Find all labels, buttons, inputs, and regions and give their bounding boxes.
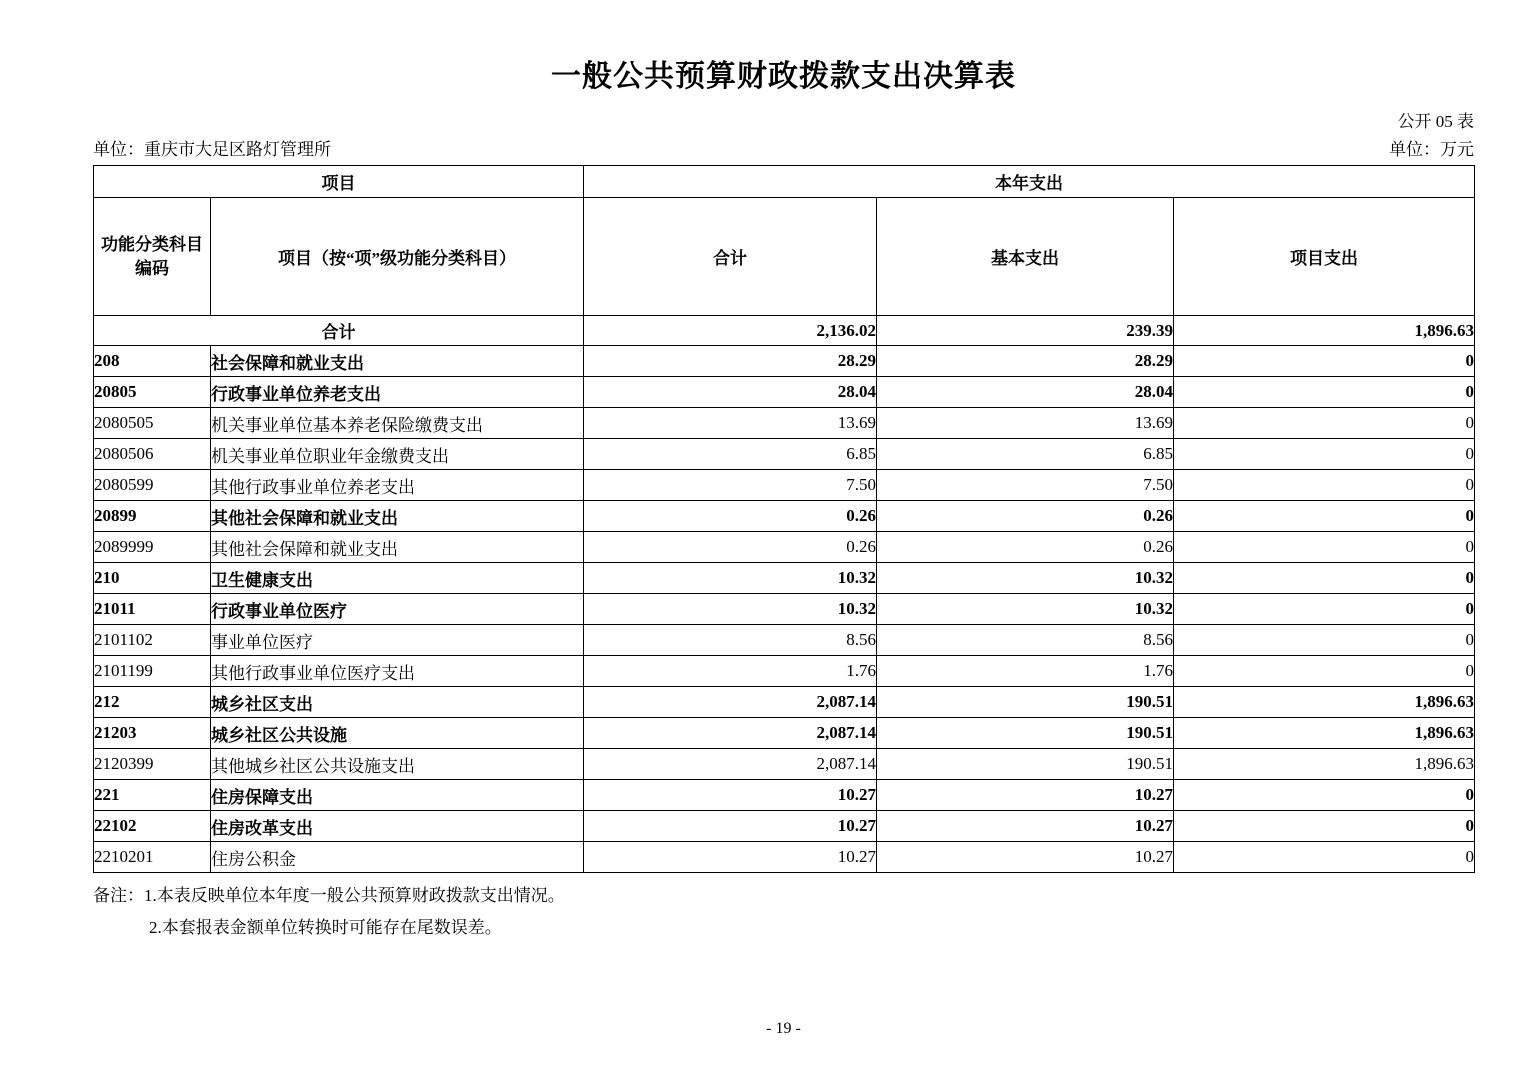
row-name-cell: 其他社会保障和就业支出 <box>211 501 584 532</box>
row-name-cell: 卫生健康支出 <box>211 563 584 594</box>
table-row <box>94 532 1475 563</box>
header-row-columns <box>94 198 1475 316</box>
row-code-cell: 21011 <box>94 594 211 625</box>
page-title: 一般公共预算财政拨款支出决算表 <box>551 60 1016 93</box>
row-total-cell: 13.69 <box>584 408 877 439</box>
row-basic-cell: 28.29 <box>877 346 1174 377</box>
table-row <box>94 749 1475 780</box>
table-row <box>94 594 1475 625</box>
table-row <box>94 439 1475 470</box>
table-row <box>94 842 1475 873</box>
row-basic-cell: 13.69 <box>877 408 1174 439</box>
header-total-column: 合计 <box>584 198 877 316</box>
table-code-label: 公开 05 表 <box>1397 112 1474 131</box>
row-name-cell: 行政事业单位医疗 <box>211 594 584 625</box>
row-basic-cell: 8.56 <box>877 625 1174 656</box>
row-total-cell: 28.29 <box>584 346 877 377</box>
total-row <box>94 316 1475 346</box>
header-project-group: 项目 <box>94 166 584 198</box>
table-row <box>94 780 1475 811</box>
header-year-expense-group: 本年支出 <box>584 166 1475 198</box>
row-code-cell: 20899 <box>94 501 211 532</box>
row-name-cell: 城乡社区支出 <box>211 687 584 718</box>
row-code-cell: 210 <box>94 563 211 594</box>
row-basic-cell: 28.04 <box>877 377 1174 408</box>
row-code-cell: 221 <box>94 780 211 811</box>
row-code-cell: 2080599 <box>94 470 211 501</box>
row-project-cell: 0 <box>1174 377 1475 408</box>
row-project-cell: 1,896.63 <box>1174 718 1475 749</box>
row-project-cell: 1,896.63 <box>1174 687 1475 718</box>
row-code-cell: 2120399 <box>94 749 211 780</box>
row-basic-cell: 1.76 <box>877 656 1174 687</box>
row-code-cell: 212 <box>94 687 211 718</box>
unit-name-label: 单位：重庆市大足区路灯管理所 <box>93 140 331 159</box>
row-code-cell: 21203 <box>94 718 211 749</box>
row-project-cell: 0 <box>1174 532 1475 563</box>
row-code-cell: 208 <box>94 346 211 377</box>
row-code-cell: 20805 <box>94 377 211 408</box>
row-basic-cell: 0.26 <box>877 532 1174 563</box>
row-name-cell: 城乡社区公共设施 <box>211 718 584 749</box>
row-basic-cell: 10.27 <box>877 780 1174 811</box>
row-total-cell: 7.50 <box>584 470 877 501</box>
row-code-cell: 2101102 <box>94 625 211 656</box>
total-row-label: 合计 <box>94 316 584 346</box>
row-total-cell: 2,087.14 <box>584 687 877 718</box>
table-row <box>94 377 1475 408</box>
row-project-cell: 0 <box>1174 656 1475 687</box>
row-project-cell: 0 <box>1174 842 1475 873</box>
total-row-total: 2,136.02 <box>584 316 877 346</box>
note-line-1: 备注：1.本表反映单位本年度一般公共预算财政拨款支出情况。 <box>93 886 565 905</box>
row-code-cell: 22102 <box>94 811 211 842</box>
row-basic-cell: 6.85 <box>877 439 1174 470</box>
header-code-column: 功能分类科目 编码 <box>94 198 211 316</box>
header-project-column: 项目支出 <box>1174 198 1475 316</box>
table-row <box>94 470 1475 501</box>
row-name-cell: 其他城乡社区公共设施支出 <box>211 749 584 780</box>
row-total-cell: 10.27 <box>584 842 877 873</box>
row-code-cell: 2080505 <box>94 408 211 439</box>
row-project-cell: 0 <box>1174 470 1475 501</box>
row-basic-cell: 7.50 <box>877 470 1174 501</box>
row-total-cell: 10.32 <box>584 594 877 625</box>
row-name-cell: 住房改革支出 <box>211 811 584 842</box>
row-project-cell: 0 <box>1174 439 1475 470</box>
row-basic-cell: 190.51 <box>877 749 1174 780</box>
notes-block <box>93 880 1474 944</box>
row-total-cell: 0.26 <box>584 532 877 563</box>
row-total-cell: 8.56 <box>584 625 877 656</box>
row-total-cell: 1.76 <box>584 656 877 687</box>
note-line-2: 2.本套报表金额单位转换时可能存在尾数误差。 <box>149 918 502 937</box>
row-basic-cell: 0.26 <box>877 501 1174 532</box>
row-name-cell: 住房公积金 <box>211 842 584 873</box>
table-body <box>94 316 1475 873</box>
table-row <box>94 625 1475 656</box>
expenditure-table <box>93 165 1475 873</box>
row-total-cell: 2,087.14 <box>584 718 877 749</box>
row-name-cell: 事业单位医疗 <box>211 625 584 656</box>
row-total-cell: 0.26 <box>584 501 877 532</box>
row-name-cell: 其他行政事业单位养老支出 <box>211 470 584 501</box>
row-project-cell: 0 <box>1174 594 1475 625</box>
row-code-cell: 2089999 <box>94 532 211 563</box>
row-code-cell: 2101199 <box>94 656 211 687</box>
row-total-cell: 28.04 <box>584 377 877 408</box>
row-total-cell: 10.32 <box>584 563 877 594</box>
row-project-cell: 0 <box>1174 811 1475 842</box>
row-name-cell: 其他社会保障和就业支出 <box>211 532 584 563</box>
meta-row <box>93 138 1474 162</box>
table-row <box>94 687 1475 718</box>
row-project-cell: 0 <box>1174 408 1475 439</box>
table-row <box>94 501 1475 532</box>
row-name-cell: 社会保障和就业支出 <box>211 346 584 377</box>
row-project-cell: 0 <box>1174 501 1475 532</box>
row-project-cell: 0 <box>1174 346 1475 377</box>
row-name-cell: 机关事业单位基本养老保险缴费支出 <box>211 408 584 439</box>
row-name-cell: 行政事业单位养老支出 <box>211 377 584 408</box>
page-number: - 19 - <box>766 1020 801 1037</box>
row-basic-cell: 190.51 <box>877 718 1174 749</box>
table-row <box>94 656 1475 687</box>
row-basic-cell: 10.32 <box>877 594 1174 625</box>
header-row-groups <box>94 166 1475 198</box>
row-basic-cell: 10.27 <box>877 811 1174 842</box>
row-code-cell: 2210201 <box>94 842 211 873</box>
table-row <box>94 408 1475 439</box>
table-row <box>94 563 1475 594</box>
row-total-cell: 6.85 <box>584 439 877 470</box>
row-total-cell: 10.27 <box>584 780 877 811</box>
table-row <box>94 811 1475 842</box>
total-row-project: 1,896.63 <box>1174 316 1475 346</box>
row-basic-cell: 10.32 <box>877 563 1174 594</box>
row-project-cell: 0 <box>1174 625 1475 656</box>
row-name-cell: 住房保障支出 <box>211 780 584 811</box>
row-code-cell: 2080506 <box>94 439 211 470</box>
table-row <box>94 346 1475 377</box>
row-project-cell: 0 <box>1174 563 1475 594</box>
row-basic-cell: 10.27 <box>877 842 1174 873</box>
total-row-basic: 239.39 <box>877 316 1174 346</box>
header-item-column: 项目（按“项”级功能分类科目） <box>211 198 584 316</box>
row-total-cell: 10.27 <box>584 811 877 842</box>
row-total-cell: 2,087.14 <box>584 749 877 780</box>
row-name-cell: 其他行政事业单位医疗支出 <box>211 656 584 687</box>
table-row <box>94 718 1475 749</box>
row-project-cell: 0 <box>1174 780 1475 811</box>
unit-measure-label: 单位：万元 <box>1389 140 1474 159</box>
header-basic-column: 基本支出 <box>877 198 1174 316</box>
row-basic-cell: 190.51 <box>877 687 1174 718</box>
row-project-cell: 1,896.63 <box>1174 749 1475 780</box>
row-name-cell: 机关事业单位职业年金缴费支出 <box>211 439 584 470</box>
